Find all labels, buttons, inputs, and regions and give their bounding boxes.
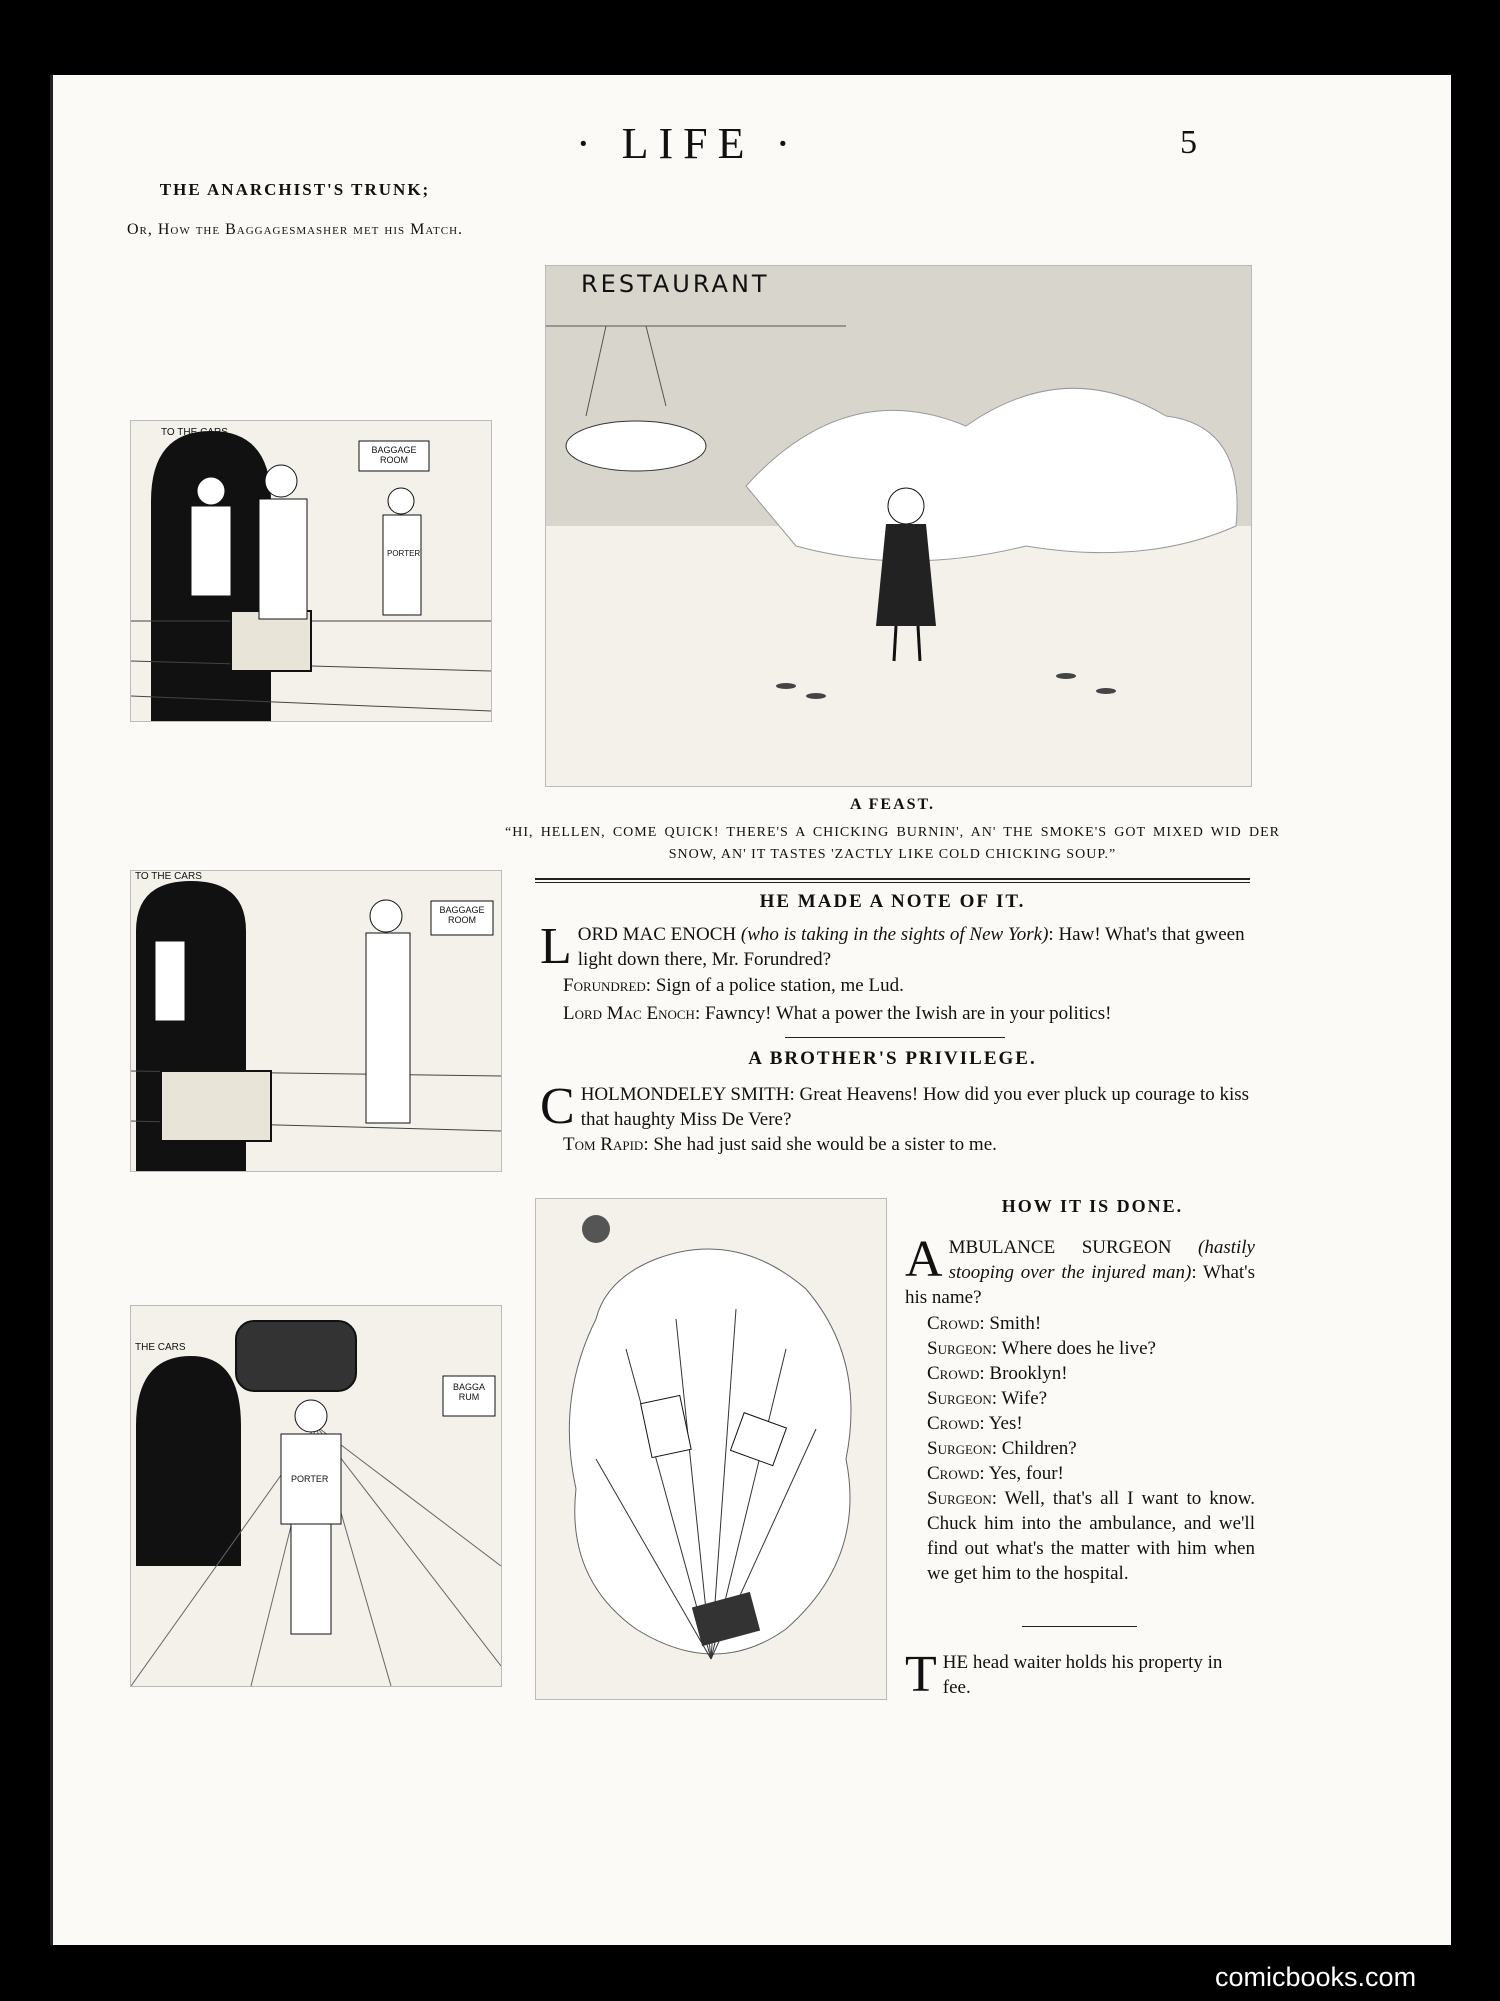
dialogue-text: : Yes! [979, 1413, 1023, 1434]
baggage-room-sign: BAGGAGE ROOM [439, 905, 485, 925]
brother-drop-cap: C [540, 1078, 575, 1135]
note-drop-cap: L [540, 918, 572, 975]
dialogue-speaker: Crowd [927, 1363, 980, 1384]
done-dialogue [927, 1311, 1255, 1586]
dialogue-text: : Brooklyn! [979, 1363, 1068, 1384]
dialogue-text: : Smith! [979, 1313, 1042, 1334]
note-line-3: : Fawncy! What a power the Iwish are in your politics! [694, 1003, 1112, 1024]
trunk-panel-1-illustration [131, 421, 491, 721]
brother-speaker-1: HOLMONDELEY SMITH [580, 1084, 790, 1105]
done-intro-text: : What's his name? [905, 1262, 1256, 1308]
dialogue-line [927, 1336, 1255, 1361]
dialogue-speaker: Crowd [927, 1463, 980, 1484]
explosion-scene [536, 1199, 886, 1699]
dialogue-final [927, 1486, 1255, 1586]
dialogue-line [927, 1411, 1255, 1436]
done-drop-cap: A [905, 1231, 943, 1288]
dialogue-line [927, 1311, 1255, 1336]
dialogue-text: : Where does he live? [991, 1338, 1156, 1359]
note-speaker-2: Forundred [563, 975, 646, 996]
dialogue-speaker: Crowd [927, 1313, 980, 1334]
note-line-1: : Haw! What's that gween light down there, Mr. Forundred? [577, 924, 1245, 970]
feast-scene [546, 266, 1251, 786]
done-stage-direction: (hastily stooping over the injured man) [948, 1237, 1255, 1283]
explosion-illustration [535, 1198, 887, 1700]
dialogue-line [927, 1461, 1255, 1486]
note-speaker-3: Lord Mac Enoch [563, 1003, 695, 1024]
brother-line-1: : Great Heavens! How did you ever pluck up courage to kiss that haughty Miss De Vere? [580, 1084, 1250, 1130]
dialogue-line [927, 1361, 1255, 1386]
waiter-text: HE head waiter holds his property in fee. [942, 1652, 1223, 1698]
brother-line-2: : She had just said she would be a sister to me. [643, 1134, 997, 1155]
dialogue-speaker: Surgeon [927, 1338, 992, 1359]
restaurant-sign: RESTAURANT [581, 270, 770, 298]
trunk-panel-3 [130, 1305, 502, 1687]
brother-speaker-2: Tom Rapid [563, 1134, 644, 1155]
dialogue-line [927, 1386, 1255, 1411]
dialogue-text: : Well, that's all I want to know. Chuck him into the ambulance, and we'll find out what's the matter with him when we get him to the hospital. [927, 1488, 1255, 1584]
brother-paragraph [540, 1078, 1255, 1135]
waiter-paragraph [905, 1646, 1255, 1703]
feast-illustration [545, 265, 1252, 787]
done-heading: HOW IT IS DONE. [1001, 1196, 1184, 1216]
done-speaker-intro: MBULANCE SURGEON [948, 1237, 1172, 1258]
trunk-panel-3-illustration [131, 1306, 501, 1686]
dialogue-speaker: Surgeon [927, 1388, 992, 1409]
note-speaker-1: ORD MAC ENOCH [577, 924, 737, 945]
site-watermark: comicbooks.com [1215, 1962, 1417, 1992]
porter-shirt-label: PORTER [387, 549, 421, 558]
dialogue-text: : Yes, four! [979, 1463, 1064, 1484]
dialogue-text: : Wife? [991, 1388, 1048, 1409]
feast-quote: “HI, HELLEN, COME QUICK! THERE'S A CHICKING BURNIN', AN' THE SMOKE'S GOT MIXED WID DER SNOW, AN' IT TASTES 'ZACTLY LIKE COLD CHICKING SOUP.” [505, 825, 1280, 862]
brother-heading: A BROTHER'S PRIVILEGE. [748, 1048, 1037, 1069]
note-line-2: : Sign of a police station, me Lud. [645, 975, 904, 996]
note-line-2-row [563, 973, 1263, 998]
done-intro [905, 1231, 1256, 1310]
dialogue-speaker: Crowd [927, 1413, 980, 1434]
note-line-3-row [563, 1001, 1263, 1026]
trunk-panel-1 [130, 420, 492, 722]
porter-shirt-label: PORTER [291, 1474, 329, 1484]
section-rule [785, 1037, 1005, 1038]
section-rule [1022, 1626, 1137, 1627]
dialogue-speaker: Surgeon [927, 1488, 992, 1509]
page-number: 5 [1180, 124, 1197, 161]
masthead: · LIFE · [576, 119, 801, 168]
trunk-subtitle: Or, How the Baggagesmasher met his Match. [126, 221, 464, 238]
waiter-drop-cap: T [905, 1646, 937, 1703]
the-cars-sign: THE CARS [135, 1342, 186, 1353]
to-the-cars-sign: TO THE CARS [161, 427, 228, 438]
brother-line-2-row [563, 1132, 1263, 1157]
dialogue-speaker: Surgeon [927, 1438, 992, 1459]
note-heading: HE MADE A NOTE OF IT. [759, 891, 1026, 912]
trunk-title: THE ANARCHIST'S TRUNK; [159, 180, 431, 199]
baggage-room-sign: BAGGAGE ROOM [371, 445, 417, 465]
dialogue-line [927, 1436, 1255, 1461]
to-the-cars-sign: TO THE CARS [135, 871, 202, 882]
feast-caption: A FEAST. [849, 796, 936, 813]
double-rule-thin [535, 882, 1250, 883]
note-stage-direction: (who is taking in the sights of New York) [740, 924, 1049, 945]
baggage-room-sign: BAGGA RUM [452, 1382, 485, 1402]
note-paragraph [540, 918, 1255, 975]
trunk-panel-2 [130, 870, 502, 1172]
dialogue-text: : Children? [991, 1438, 1077, 1459]
double-rule [535, 878, 1250, 880]
